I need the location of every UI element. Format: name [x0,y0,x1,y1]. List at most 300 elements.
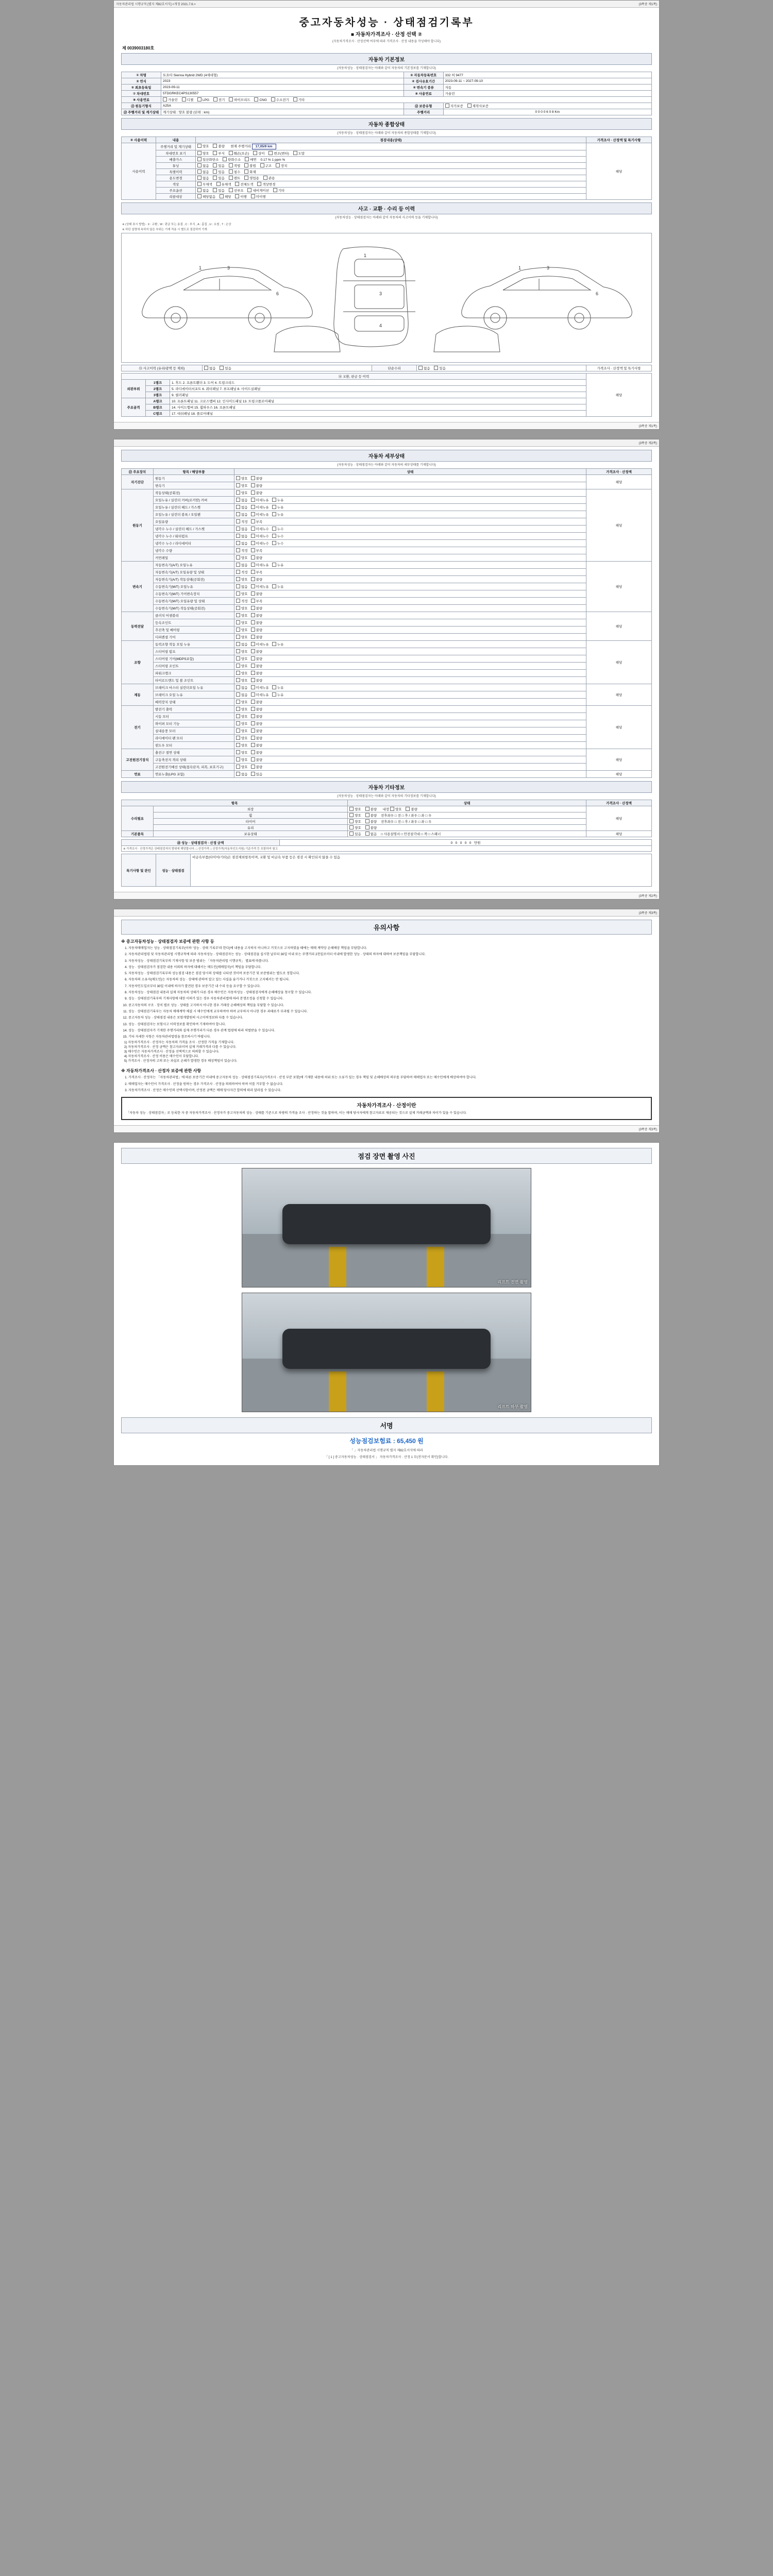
detail-opt-2-3-2[interactable]: 누유 [272,584,284,589]
detail-opt-3-0-0[interactable]: 양호 [236,613,248,618]
glass-bad[interactable]: 불량 [365,825,377,830]
basic-value-8: 가솔린 [443,91,651,97]
equipment-no[interactable]: 없음 [365,832,377,836]
basic-value-engine: A25A [161,103,404,109]
detail-col-2: 상태 [234,469,586,475]
notice-sub-item: 5) 가격조사 · 산정자의 고의 또는 과실로 손해가 발생한 경우 배상책임이 있습니다. [124,1059,238,1063]
fuel-option-gasoline[interactable]: 가솔린 [163,97,178,102]
price-digit-4: 0 [469,841,472,845]
detail-opt-7-2-1[interactable]: 불량 [251,765,263,769]
accident-history-table [121,365,652,371]
usechange-business[interactable]: 영업용 [244,176,259,180]
other-group-repair: 수리필요 [122,806,154,831]
basic-value-4: 2023-09-11 ~ 2027-09-10 [443,78,651,84]
table-row [122,619,652,626]
page-3-bottombar: (3쪽중 제3쪽) [114,1125,659,1132]
detail-opt-3-1-1[interactable]: 불량 [251,620,263,625]
detail-opt-1-0-1[interactable]: 불량 [251,490,263,495]
fuel-option-electric[interactable]: 전기 [213,97,225,102]
detail-opt-4-3-1[interactable]: 불량 [251,664,263,668]
overall-item-7: 주요옵션 [156,188,196,194]
overall-state-1 [196,150,586,157]
table-row [122,150,652,157]
tuning-none[interactable]: 없음 [197,163,209,168]
detail-opt-6-1-1[interactable]: 불량 [251,714,263,719]
table-row [122,742,652,749]
detail-opt-6-1-0[interactable]: 양호 [236,714,248,719]
other-col-0: 항목 [122,800,348,806]
detail-opt-7-0-1[interactable]: 불량 [251,750,263,755]
detail-opt-4-5-0[interactable]: 양호 [236,678,248,683]
detail-opt-4-3-0[interactable]: 양호 [236,664,248,668]
detail-opt-1-9-1[interactable]: 불량 [251,555,263,560]
tire-bad[interactable]: 불량 [365,819,377,824]
section-accident-note: (자동차성능 · 상태점검자는 아래와 같이 자동차의 사고이력 등을 기재합니다) [335,216,438,219]
simple-repair-none[interactable]: 없음 [418,366,430,370]
table-row [122,157,652,163]
detail-opt-1-3-2[interactable]: 누유 [272,512,284,517]
photo-1-caption: 리프트 전면 촬영 [497,1280,528,1285]
detail-state-8-0 [234,771,586,778]
detail-opt-7-1-0[interactable]: 양호 [236,757,248,762]
detail-item-1-5: 냉각수 누수 / 실린더 헤드 / 가스켓 [154,526,234,533]
color-achromatic[interactable]: 무채색 [197,182,212,187]
vin-opt-0[interactable]: 양호 [197,151,209,156]
odometer-highlight: 17,05/9 km [252,144,276,149]
tire-good[interactable]: 양호 [349,819,361,824]
wheel-positions: 전후좌우 □ 전 □ 후 / 좌우 □ 좌 □ 우 [380,814,432,818]
detail-opt-3-3-1[interactable]: 불량 [251,635,263,639]
detail-opt-1-9-0[interactable]: 양호 [236,555,248,560]
detail-opt-6-5-0[interactable]: 양호 [236,743,248,748]
detail-state-3-3 [234,634,586,641]
recall-na[interactable]: 해당없음 [197,194,215,199]
recall-not-done[interactable]: 미이행 [251,194,266,199]
parts-rank-1: 1랭크 [146,380,170,386]
section-accident-title: 사고 · 교환 · 수리 등 이력 [121,202,652,214]
detail-opt-1-3-1[interactable]: 미세누유 [251,512,269,517]
detail-item-2-2: 자동변속기(A/T) 작동상태(공회전) [154,576,234,583]
detail-opt-1-1-1[interactable]: 미세누유 [251,498,269,502]
detail-opt-2-5-0[interactable]: 적정 [236,599,248,603]
detail-opt-2-3-1[interactable]: 미세누유 [251,584,269,589]
detail-state-5-1 [234,691,586,699]
detail-opt-4-2-1[interactable]: 불량 [251,656,263,661]
detail-opt-2-4-1[interactable]: 불량 [251,591,263,596]
emission-hc[interactable]: 탄화수소 [223,157,241,162]
detail-opt-6-4-0[interactable]: 양호 [236,736,248,740]
table-row [122,626,652,634]
detail-opt-4-5-1[interactable]: 불량 [251,678,263,683]
vehicle-damage-diagram [121,233,652,363]
page-4 [113,1142,660,1466]
detail-opt-5-0-2[interactable]: 누유 [272,685,284,690]
other-col-2: 가격조사 · 산정액 [586,800,652,806]
detail-opt-3-0-1[interactable]: 불량 [251,613,263,618]
special-fire[interactable]: 화재 [244,170,256,174]
section-basic-info-note: (자동차성능 · 상태점검자는 아래와 같이 자동차의 기본정보를 기재합니다) [337,67,436,70]
detail-opt-6-3-1[interactable]: 불량 [251,728,263,733]
detail-opt-5-1-0[interactable]: 없음 [236,692,248,697]
table-row [122,605,652,612]
inspection-fee [121,1436,652,1445]
table-row [122,598,652,605]
exterior-good[interactable]: 양호 [349,807,361,811]
detail-group-5: 제동 [122,684,154,706]
detail-opt-1-6-0[interactable]: 없음 [236,534,248,538]
detail-state-6-4 [234,735,586,742]
table-row [122,812,652,819]
page-2-top-left [116,440,117,445]
detail-state-1-5 [234,526,586,533]
page-title: 중고자동차성능 · 상태점검기록부 [299,17,474,28]
basic-value-odometer: 계기상태 : 양호 불량 (단위 : km) [161,109,404,115]
table-row [122,749,652,756]
other-info-table [121,800,652,837]
vin-opt-4[interactable]: 변조(변타) [268,151,289,156]
detail-note-2: 해당 [586,562,652,612]
tuning-structure[interactable]: 구조 [260,163,272,168]
detail-opt-6-2-1[interactable]: 불량 [251,721,263,726]
detail-item-5-0: 브레이크 마스터 실린더오일 누유 [154,684,234,691]
notice-title: 유의사항 [121,920,652,935]
section-overall-note: (자동차성능 · 상태점검자는 아래와 같이 자동차의 종합상태를 기재합니다) [337,132,436,135]
detail-opt-4-4-0[interactable]: 양호 [236,671,248,675]
detail-opt-2-0-2[interactable]: 누유 [272,563,284,567]
fuel-option-diesel[interactable]: 디젤 [182,97,194,102]
stamp-label: 성능 · 상태점검 [156,854,191,887]
photo-2-vehicle [282,1329,490,1369]
parts-rank-b-items: 14. 사이드멤버 15. 휠하우스 16. 프론트패널 [170,404,586,411]
option-other[interactable]: 기타 [273,188,285,193]
detail-opt-7-0-0[interactable]: 양호 [236,750,248,755]
price-digits-cell [280,840,652,846]
detail-opt-2-0-0[interactable]: 없음 [236,563,248,567]
detail-opt-3-1-0[interactable]: 양호 [236,620,248,625]
detail-opt-1-2-2[interactable]: 누유 [272,505,284,510]
detail-opt-3-2-0[interactable]: 양호 [236,628,248,632]
detail-state-1-2 [234,504,586,511]
detail-opt-5-2-0[interactable]: 양호 [236,700,248,704]
svg-text:4: 4 [379,323,382,328]
overall-0-opt-0[interactable]: 양호 [197,144,209,148]
detail-note-1: 해당 [586,489,652,562]
detail-opt-1-4-1[interactable]: 부족 [251,519,263,524]
detail-opt-2-0-1[interactable]: 미세누유 [251,563,269,567]
detail-opt-1-0-0[interactable]: 양호 [236,490,248,495]
accident-note-header: 가격조사 · 산정액 및 특기사항 [586,365,652,371]
detail-opt-2-1-0[interactable]: 적정 [236,570,248,574]
basic-label-warranty: ⑫ 보증유형 [404,103,443,109]
basic-label-6: ⑥ 변속기 종류 [404,84,443,91]
detail-opt-6-0-1[interactable]: 불량 [251,707,263,711]
accident-none[interactable]: 없음 [204,366,216,370]
table-row [122,691,652,699]
detail-group-4: 조향 [122,641,154,684]
detail-opt-4-2-0[interactable]: 양호 [236,656,248,661]
inspection-photo-1 [242,1168,531,1287]
fuel-option-hybrid[interactable]: 하이브리드 [229,97,250,102]
detail-opt-6-2-0[interactable]: 양호 [236,721,248,726]
table-row [122,97,652,103]
table-row [122,533,652,540]
detail-opt-3-2-1[interactable]: 불량 [251,628,263,632]
option-none[interactable]: 없음 [197,188,209,193]
detail-opt-1-2-0[interactable]: 없음 [236,505,248,510]
svg-text:3: 3 [227,265,230,270]
detail-opt-1-7-2[interactable]: 누수 [272,541,284,546]
emission-smoke[interactable]: 매연 [245,157,257,162]
vin-opt-5[interactable]: 도말 [293,151,305,156]
notice-1-item: 3. 자동차성능 · 상태점검기록부의 기재사항 및 보증 범위는 「자동차관리법 시행규칙」 별표에 따릅니다. [128,959,652,963]
detail-opt-8-0-1[interactable]: 있음 [251,772,263,776]
detail-item-1-3: 오일누유 / 실린더 블록 / 오일팬 [154,511,234,518]
fuel-option-lpg[interactable]: LPG [197,97,209,102]
accident-history-options [203,365,372,371]
detail-state-6-3 [234,727,586,735]
other-item-wheel: 휠 [154,812,348,819]
notice-head-2: ※ 자동차가격조사 · 산정자 보증에 관한 사항 [121,1069,201,1074]
interior-bad[interactable]: 불량 [406,807,417,811]
usechange-rent[interactable]: 렌트 [229,176,241,180]
table-row [122,181,652,188]
detail-opt-1-8-1[interactable]: 부족 [251,548,263,553]
emission-values: 0.17 % 1 ppm % [260,158,285,162]
detail-opt-2-2-0[interactable]: 양호 [236,577,248,582]
recall-done[interactable]: 이행 [235,194,247,199]
table-row [122,706,652,713]
diagram-legend-2: ※ 하단 설명에 속하지 않은 부위는 기재 적용 시 별도로 점검하여 기재 [122,228,207,231]
detail-opt-2-6-1[interactable]: 불량 [251,606,263,611]
notice-1-item: 15. 기타 자세한 사항은 자동차관리법령을 참조하시기 바랍니다. [128,1035,652,1039]
detail-state-2-2 [234,576,586,583]
detail-item-4-2: 스티어링 기어(MDPS포함) [154,655,234,663]
detail-opt-1-1-0[interactable]: 없음 [236,498,248,502]
other-state-tire [348,819,586,825]
usechange-yes[interactable]: 있음 [213,176,225,180]
notice-1-item: 10. 중고자동차의 구조 · 장치 별로 성능 · 상태를 고지하지 아니한 경우 거래상 손해배상의 책임을 부담할 수 있습니다. [128,1003,652,1008]
vin-opt-2[interactable]: 훼손(오손) [229,151,249,156]
simple-repair-yes[interactable]: 있음 [434,366,446,370]
price-summary-table [121,839,652,852]
basic-label-5: ⑤ 최초등록일 [122,84,161,91]
simple-repair-options [417,365,586,371]
recall-yes[interactable]: 해당 [220,194,231,199]
detail-note-8: 해당 [586,771,652,778]
detail-note-7: 해당 [586,749,652,771]
table-row [122,386,652,392]
detail-opt-0-1-0[interactable]: 양호 [236,483,248,488]
vin-opt-3[interactable]: 상이 [253,151,265,156]
overall-col-3: 가격조사 · 산정액 및 특기사항 [586,137,652,143]
fee-label: 성능점검보험료 : [349,1437,395,1445]
detail-state-4-3 [234,663,586,670]
detail-opt-0-1-1[interactable]: 불량 [251,483,263,488]
equipment-yes[interactable]: 있음 [349,832,361,836]
detail-opt-3-3-0[interactable]: 양호 [236,635,248,639]
table-row [122,663,652,670]
detail-group-0: 자기진단 [122,475,154,489]
detail-opt-1-2-1[interactable]: 미세누유 [251,505,269,510]
tuning-illegal[interactable]: 불법 [244,163,256,168]
option-sunroof[interactable]: 선루프 [229,188,244,193]
detail-opt-1-6-1[interactable]: 미세누수 [251,534,269,538]
detail-opt-1-3-0[interactable]: 없음 [236,512,248,517]
other-state-wheel [348,812,586,819]
overall-item-0: 주행거리 및 계기상태 [156,143,196,150]
parts-rank-1-items: 1. 후드 2. 프론트휀더 3. 도어 4. 트렁크리드 [170,380,586,386]
detail-opt-1-6-2[interactable]: 누수 [272,534,284,538]
tuning-device[interactable]: 장치 [276,163,288,168]
detail-opt-4-0-2[interactable]: 누유 [272,642,284,647]
detail-opt-4-1-0[interactable]: 양호 [236,649,248,654]
notice-1-item: 13. 성능 · 상태점검자는 보험사고 이력정보를 확인하여 기재하여야 합니다. [128,1022,652,1027]
table-row [122,188,652,194]
overall-0-opt-1[interactable]: 불량 [213,144,225,148]
notice-sub-item: 2) 자동차가격조사 · 산정 금액은 참고자료이며 실제 거래가격과 다를 수 있습니다. [124,1045,237,1049]
detail-opt-4-0-1[interactable]: 미세누유 [251,642,269,647]
color-full-repaint[interactable]: 전체도색 [235,182,253,187]
detail-opt-1-5-0[interactable]: 없음 [236,527,248,531]
detail-opt-6-0-0[interactable]: 양호 [236,707,248,711]
special-flood[interactable]: 침수 [229,170,241,174]
table-row [122,735,652,742]
detail-state-2-1 [234,569,586,576]
detail-opt-2-3-0[interactable]: 없음 [236,584,248,589]
accident-yes[interactable]: 있음 [220,366,231,370]
wheel-good[interactable]: 양호 [349,813,361,818]
parts-group-outer: 외판부위 [122,380,146,398]
table-row [122,194,652,200]
detail-state-2-4 [234,590,586,598]
detail-opt-1-5-2[interactable]: 누수 [272,527,284,531]
wheel-bad[interactable]: 불량 [365,813,377,818]
detail-item-2-6: 수동변속기(M/T) 작동상태(공회전) [154,605,234,612]
detail-opt-4-1-1[interactable]: 불량 [251,649,263,654]
detail-opt-5-0-1[interactable]: 미세누유 [251,685,269,690]
detail-item-1-2: 오일누유 / 실린더 헤드 / 가스켓 [154,504,234,511]
fuel-option-hydrogen[interactable]: 수소전기 [271,97,289,102]
detail-item-0-1: 변속기 [154,482,234,489]
tire-positions: 전후좌우 □ 전 □ 후 / 좌우 □ 좌 □ 우 [380,820,432,824]
price-digit-0: 0 [450,841,453,845]
table-row [122,103,652,109]
detail-item-1-0: 작동상태(공회전) [154,489,234,497]
detail-opt-1-7-0[interactable]: 없음 [236,541,248,546]
usechange-official[interactable]: 관용 [263,176,275,180]
basic-label-3: ③ 연식 [122,78,161,84]
detail-opt-8-0-0[interactable]: 없음 [236,772,248,776]
detail-item-4-5: 타이로드엔드 및 볼 조인트 [154,677,234,684]
detail-opt-1-8-0[interactable]: 적정 [236,548,248,553]
parts-rank-a: A랭크 [146,398,170,404]
usechange-none[interactable]: 없음 [197,176,209,180]
warranty-option-maker[interactable]: 제작사보증 [467,104,489,108]
detail-group-1: 원동기 [122,489,154,562]
signature-title: 서명 [121,1417,652,1433]
basic-value-7: 5TDGRKEC4PS130557 [161,91,404,97]
signature-footnote-2: 「 [ 1 ] 중고자동차성능 · 상태점검서 」 자동차가격조사 · 산정 1 부(전자문서 확인)합니다. [324,1455,449,1460]
table-row [122,540,652,547]
color-changed[interactable]: 색상변경 [257,182,275,187]
photo-list [121,1168,652,1412]
overall-usage-label: 사용이력 [122,143,156,200]
detail-opt-0-0-1[interactable]: 불량 [251,476,263,481]
detail-opt-5-1-2[interactable]: 누유 [272,692,284,697]
detail-opt-5-2-1[interactable]: 불량 [251,700,263,704]
table-row [122,497,652,504]
overall-state-6 [196,181,586,188]
interior-good[interactable]: 양호 [390,807,402,811]
detail-opt-7-2-0[interactable]: 양호 [236,765,248,769]
warranty-option-self[interactable]: 자가보증 [445,104,463,108]
tuning-legal[interactable]: 적법 [229,163,241,168]
detail-opt-2-6-0[interactable]: 양호 [236,606,248,611]
detail-opt-1-1-2[interactable]: 누유 [272,498,284,502]
glass-good[interactable]: 양호 [349,825,361,830]
option-navigation[interactable]: 내비게이션 [247,188,268,193]
detail-opt-6-4-1[interactable]: 불량 [251,736,263,740]
odometer-digits: 0 0 0 0 6 0 8 Km [443,109,651,115]
notice-1-item: 14. 성능 · 상태점검자가 기재한 주행거리와 실제 주행거리가 다른 경우 관계 법령에 따라 처벌받을 수 있습니다. [128,1028,652,1033]
price-digit-2: 0 [460,841,462,845]
table-row [122,583,652,590]
detail-state-1-9 [234,554,586,562]
special-notes-table [121,854,652,887]
detail-opt-4-4-1[interactable]: 불량 [251,671,263,675]
option-yes[interactable]: 있음 [213,188,225,193]
table-row [122,727,652,735]
detail-opt-1-7-1[interactable]: 미세누수 [251,541,269,546]
detail-opt-2-2-1[interactable]: 불량 [251,577,263,582]
special-none[interactable]: 없음 [197,170,209,174]
detail-opt-4-0-0[interactable]: 없음 [236,642,248,647]
detail-opt-6-3-0[interactable]: 양호 [236,728,248,733]
detail-opt-7-1-1[interactable]: 불량 [251,757,263,762]
notice-list-2 [128,1075,652,1093]
page-3 [113,909,660,1133]
fuel-option-cng[interactable]: CNG [254,97,266,102]
detail-opt-0-0-0[interactable]: 양호 [236,476,248,481]
detail-opt-1-4-0[interactable]: 적정 [236,519,248,524]
detail-opt-5-0-0[interactable]: 없음 [236,685,248,690]
fuel-option-other[interactable]: 기타 [293,97,305,102]
detail-opt-2-5-1[interactable]: 부족 [251,599,263,603]
detail-item-2-3: 수동변속기(M/T) 오일누유 [154,583,234,590]
detail-opt-5-1-1[interactable]: 미세누유 [251,692,269,697]
tuning-yes[interactable]: 있음 [213,163,225,168]
overall-state-8 [196,194,586,200]
table-row [122,677,652,684]
other-state-equipment [348,831,586,837]
detail-opt-1-5-1[interactable]: 미세누수 [251,527,269,531]
detail-opt-2-4-0[interactable]: 양호 [236,591,248,596]
overall-note-col: 해당 [586,143,652,200]
parts-note-value: 해당 [586,374,652,417]
detail-opt-6-5-1[interactable]: 불량 [251,743,263,748]
emission-co[interactable]: 일산화탄소 [197,157,219,162]
other-state-glass [348,825,586,831]
vin-opt-1[interactable]: 부식 [213,151,225,156]
detail-item-3-1: 등속조인트 [154,619,234,626]
detail-item-2-0: 자동변속기(A/T) 오일누유 [154,562,234,569]
color-chromatic[interactable]: 유채색 [216,182,231,187]
special-yes[interactable]: 있음 [213,170,225,174]
exterior-bad[interactable]: 불량 [365,807,377,811]
detail-opt-2-1-1[interactable]: 부족 [251,570,263,574]
notice-1-item: 1. 자동차매매업자는 성능 · 상태점검기록부(이하 '성능 · 상태 기록부'라 한다)에 내용을 고지하지 아니하고 거짓으로 고지하였을 때에는 매매 계약상 손해배상 책임을 부담합니다. [128,946,652,951]
section-other-title: 자동차 기타정보 [121,781,652,793]
